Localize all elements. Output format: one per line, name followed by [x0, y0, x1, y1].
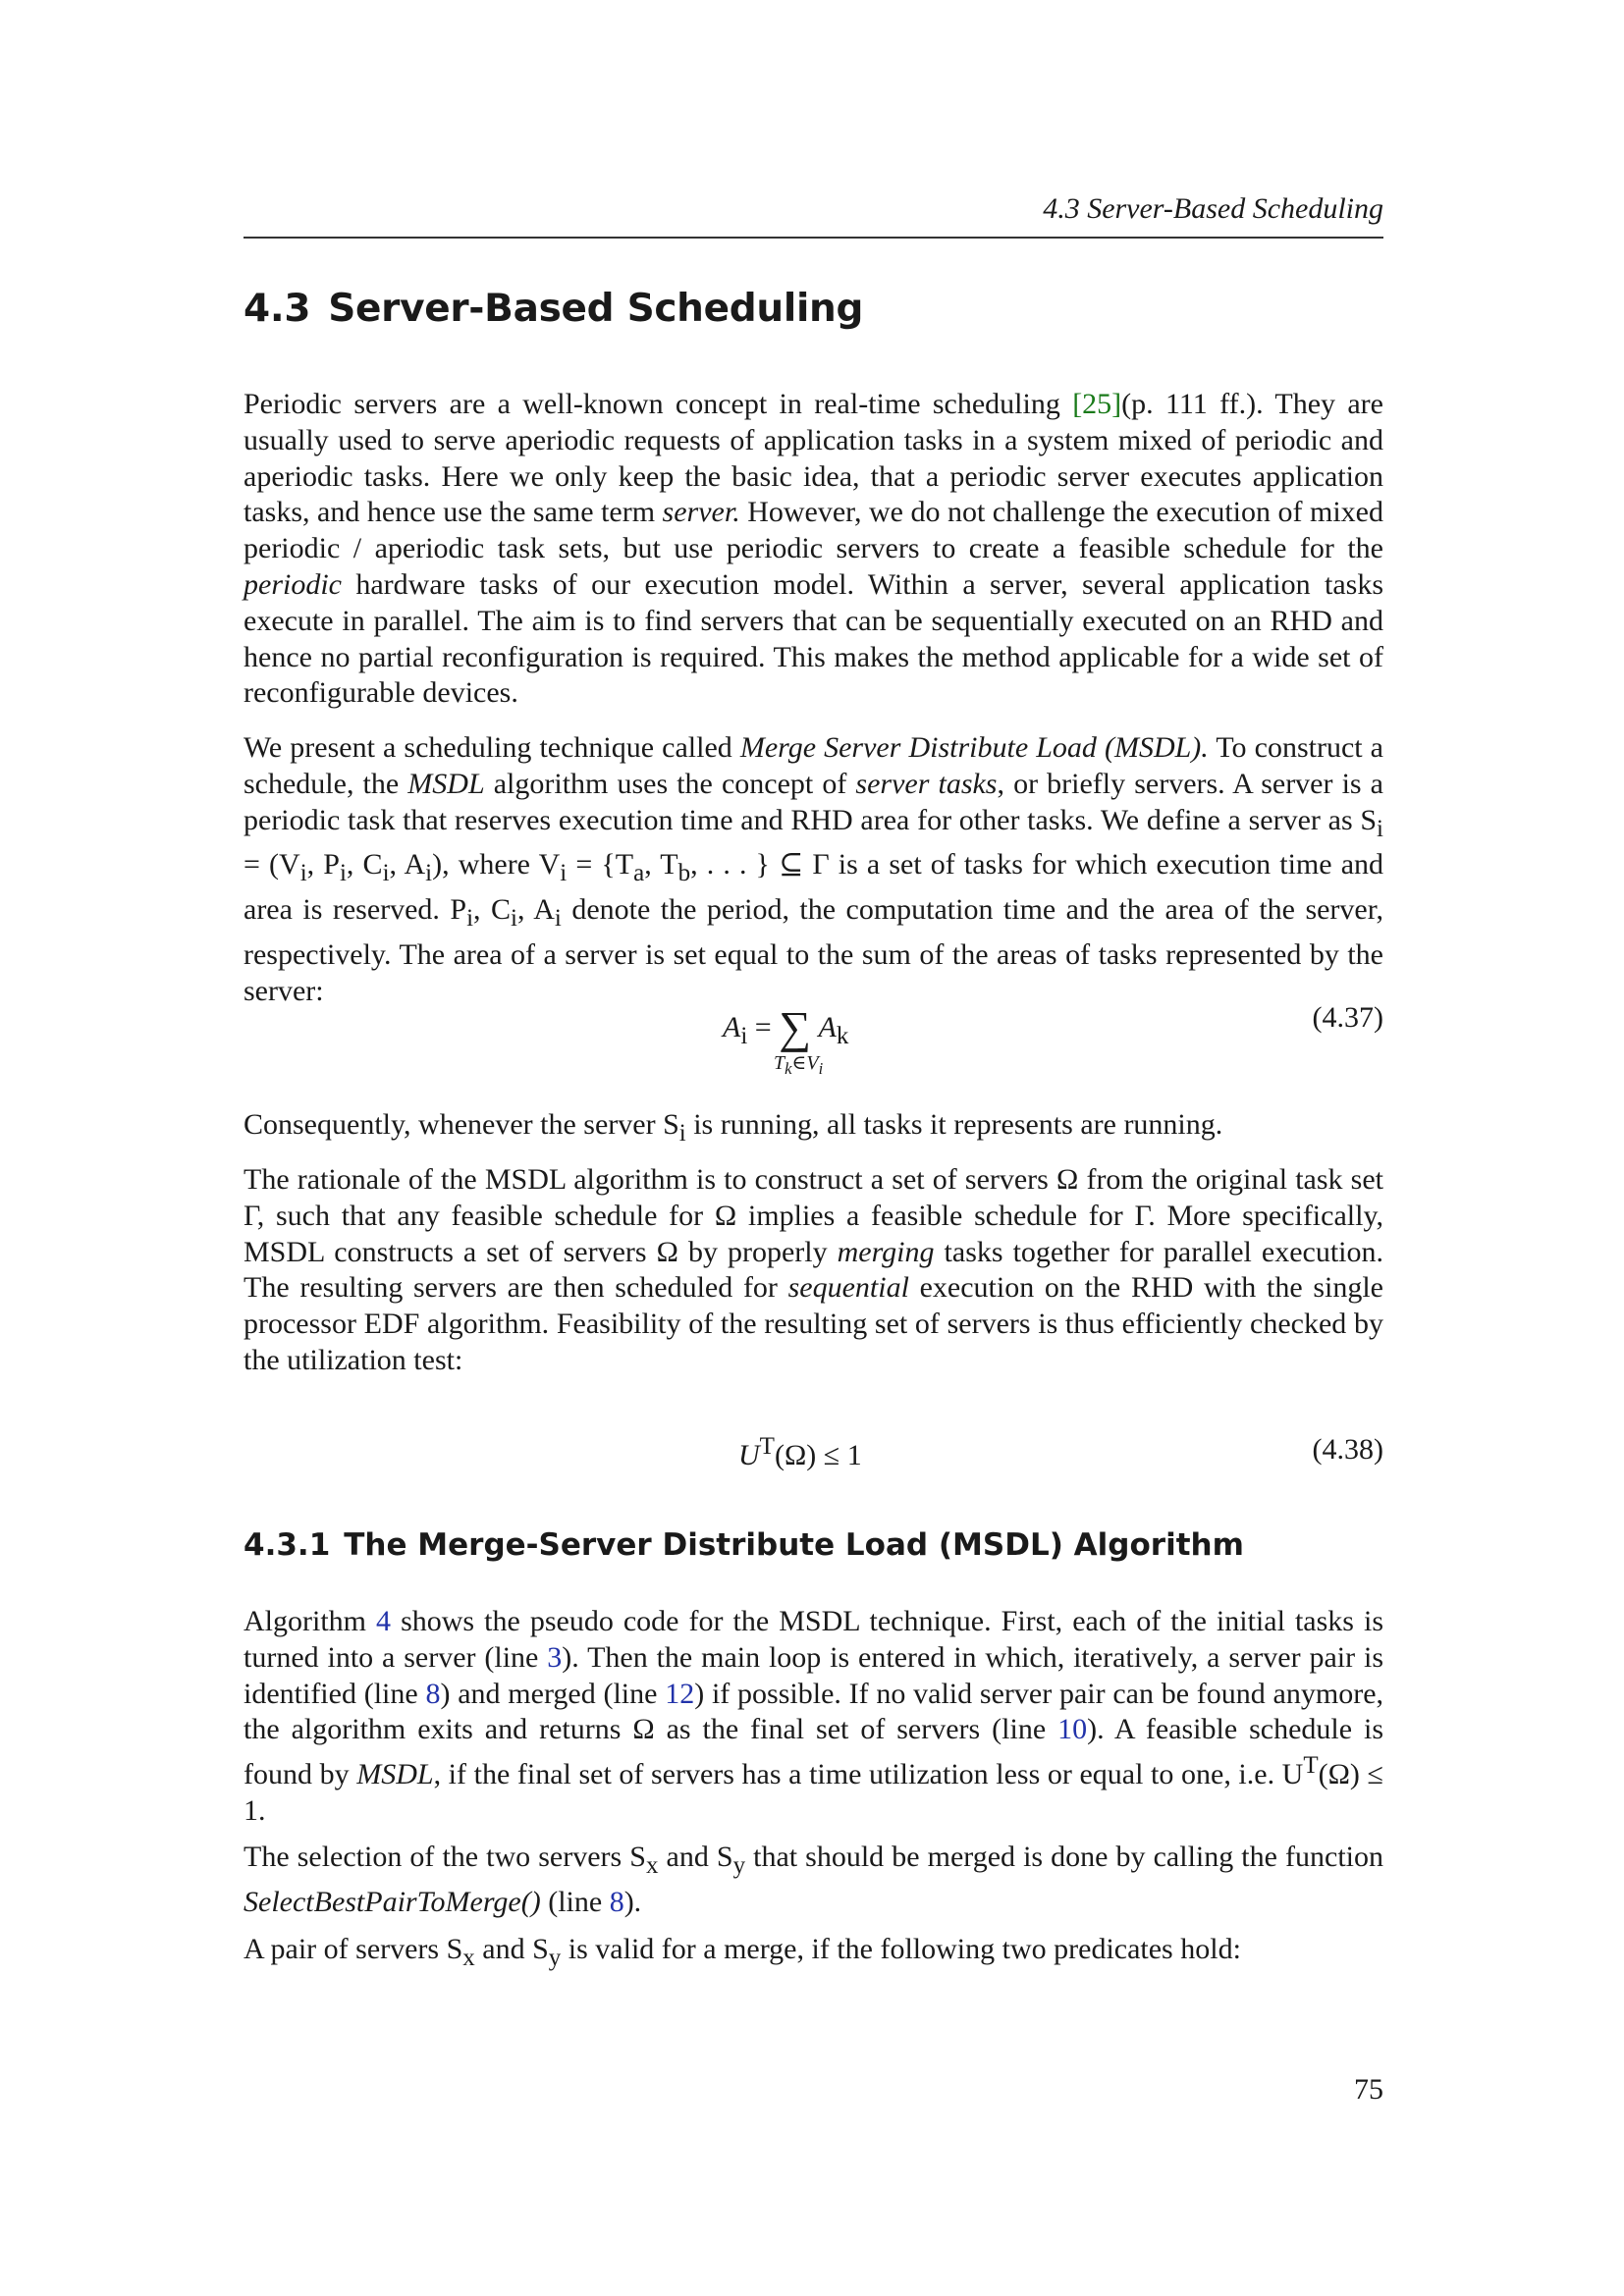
- text: , C: [346, 848, 383, 881]
- text: Algorithm: [244, 1605, 377, 1637]
- text: and S: [474, 1933, 549, 1965]
- math-superscript: T: [1303, 1752, 1319, 1780]
- line-ref-link[interactable]: 8: [425, 1677, 441, 1710]
- text: shows the pseudo code for the MSDL technique. First, each of the initial tasks is turned into a server (line: [244, 1605, 1383, 1674]
- math-subscript: b: [677, 860, 691, 887]
- text: execution on the RHD with the single processor EDF algorithm. Feasibility of the resulting set of servers is thus efficiently checked by the utilization test:: [244, 1271, 1383, 1376]
- math-subscript: i: [560, 860, 568, 887]
- text: is running, all tasks it represents are running.: [685, 1108, 1223, 1141]
- header-rule: [244, 237, 1383, 239]
- text: ).: [623, 1885, 642, 1918]
- math-subscript: i: [1377, 815, 1383, 842]
- equation-number: (4.37): [1312, 1001, 1383, 1034]
- text: (p. 111 ff.). They are usually used to serve aperiodic requests of application tasks in a system mixed of periodic and aperiodic tasks. Here we only keep the basic idea, that a periodic server executes application tasks, and hence use the same term: [244, 388, 1383, 529]
- text: To construct a schedule, the: [244, 731, 1383, 800]
- text: = {T: [567, 848, 634, 881]
- text: , T: [644, 848, 678, 881]
- paragraph-2: [244, 730, 1383, 1010]
- emphasis: SelectBestPairToMerge(): [244, 1885, 541, 1918]
- citation-link[interactable]: [25]: [1072, 388, 1122, 420]
- equation-4-37: [244, 997, 1383, 1078]
- text: , . . . } ⊆ Γ is a set of tasks for which execution time and area is reserved. P: [244, 848, 1384, 927]
- algorithm-ref-link[interactable]: 4: [376, 1605, 392, 1637]
- math-subscript: i: [740, 1023, 748, 1049]
- math-expression: (Ω) ≤ 1: [774, 1439, 862, 1471]
- text: However, we do not challenge the execution of mixed periodic / aperiodic task sets, but use periodic servers to create a feasible schedule for the: [244, 496, 1383, 565]
- text: hardware tasks of our execution model. Within a server, several application tasks execute in parallel. The aim is to find servers that can be sequentially executed on an RHD and hence no partial reconfiguration is required. This makes the method applicable for a wide set of reconfigurable devices.: [244, 567, 1383, 710]
- emphasis: MSDL: [407, 767, 485, 800]
- section-title: [244, 287, 863, 331]
- math-symbol: U: [738, 1439, 760, 1471]
- text: ). A feasible schedule is found by: [244, 1713, 1384, 1791]
- subsection-number: 4.3.1: [244, 1527, 331, 1563]
- text: , or briefly servers. A server is a periodic task that reserves execution time and RHD area for other tasks. We define a server as S: [244, 767, 1383, 836]
- text: Consequently, whenever the server S: [244, 1108, 679, 1141]
- emphasis: merging: [837, 1235, 935, 1268]
- math-subscript: y: [732, 1852, 746, 1879]
- text: tasks together for parallel execution. The resulting servers are then scheduled for: [244, 1235, 1383, 1305]
- sum-index: [774, 1050, 823, 1079]
- math-subscript: i: [678, 1120, 686, 1147]
- equation-number: (4.38): [1312, 1433, 1383, 1466]
- text: Periodic servers are a well-known concept in real-time scheduling: [244, 388, 1073, 420]
- paragraph-5: [244, 1604, 1383, 1830]
- text: We present a scheduling technique called: [244, 731, 740, 764]
- math-subscript: i: [425, 860, 433, 887]
- section-number: 4.3: [244, 287, 311, 331]
- text: ) if possible. If no valid server pair can be found anymore, the algorithm exits and returns Ω as the final set of servers (line: [244, 1677, 1384, 1746]
- text: The rationale of the MSDL algorithm is to construct a set of servers Ω from the original task set Γ, such that any feasible schedule for Ω implies a feasible schedule for Γ. More specifically, MSDL constructs a set of servers Ω by properly: [244, 1163, 1383, 1268]
- subsection-title: [244, 1527, 1244, 1563]
- text: and S: [658, 1841, 733, 1873]
- text: (line: [540, 1885, 610, 1918]
- math-subscript: i: [382, 860, 390, 887]
- page-number: 75: [1354, 2073, 1383, 2106]
- equation-body: [738, 1433, 862, 1472]
- math-subscript: y: [548, 1945, 562, 1971]
- math-subscript: i: [554, 905, 562, 933]
- math-symbol: T: [774, 1052, 785, 1074]
- line-ref-link[interactable]: 12: [665, 1677, 695, 1710]
- text: ), where V: [432, 848, 561, 881]
- text: A pair of servers S: [244, 1933, 463, 1965]
- math-subscript: x: [645, 1852, 659, 1879]
- text: ) and merged (line: [440, 1677, 666, 1710]
- running-header: 4.3 Server-Based Scheduling: [1043, 192, 1383, 225]
- paragraph-3: [244, 1107, 1383, 1152]
- subsection-title-text: The Merge-Server Distribute Load (MSDL) Algorithm: [344, 1527, 1244, 1563]
- emphasis: periodic: [244, 567, 342, 601]
- math-symbol: A: [818, 1011, 837, 1043]
- math-subscript: k: [836, 1023, 849, 1049]
- math-superscript: T: [759, 1433, 775, 1460]
- text: , P: [306, 848, 340, 881]
- math-subscript: x: [462, 1945, 475, 1971]
- line-ref-link[interactable]: 3: [547, 1640, 563, 1674]
- emphasis: MSDL: [356, 1758, 434, 1791]
- text: = (V: [244, 848, 300, 881]
- text: , C: [473, 893, 511, 927]
- text: (Ω) ≤ 1.: [244, 1758, 1383, 1827]
- text: denote the period, the computation time and the area of the server, respectively. The area of a server is set equal to the sum of the areas of tasks represented by the server:: [244, 893, 1384, 1007]
- emphasis: sequential: [787, 1271, 909, 1305]
- math-symbol: A: [723, 1011, 741, 1043]
- math-subscript: i: [511, 905, 517, 933]
- sum-symbol: ∑: [779, 1002, 811, 1052]
- equation-4-38: [244, 1429, 1383, 1488]
- math-symbol: ∈V: [791, 1052, 819, 1074]
- text: algorithm uses the concept of: [484, 767, 856, 800]
- text: ). Then the main loop is entered in which, iteratively, a server pair is identified (line: [244, 1640, 1383, 1710]
- text: is valid for a merge, if the following two predicates hold:: [561, 1933, 1241, 1965]
- math-subscript: i: [339, 860, 347, 887]
- section-title-text: Server-Based Scheduling: [328, 287, 864, 331]
- math-subscript: k: [785, 1059, 792, 1078]
- math-subscript: i: [818, 1059, 824, 1078]
- math-subscript: i: [299, 860, 307, 887]
- math-subscript: a: [633, 860, 645, 887]
- text: , A: [516, 893, 555, 927]
- text: The selection of the two servers S: [244, 1841, 646, 1873]
- paragraph-4: [244, 1162, 1383, 1379]
- paragraph-6: [244, 1840, 1383, 1921]
- equation-body: [723, 1001, 848, 1053]
- emphasis: server tasks: [855, 767, 998, 800]
- line-ref-link[interactable]: 10: [1057, 1713, 1088, 1746]
- line-ref-link[interactable]: 8: [609, 1885, 624, 1918]
- emphasis: Merge Server Distribute Load (MSDL).: [739, 731, 1209, 764]
- text: , if the final set of servers has a time utilization less or equal to one, i.e. U: [433, 1758, 1304, 1791]
- math-subscript: i: [466, 905, 474, 933]
- paragraph-7: [244, 1932, 1383, 1977]
- text: , A: [389, 848, 426, 881]
- math-operator: =: [747, 1011, 780, 1043]
- emphasis: server.: [662, 496, 740, 529]
- text: that should be merged is done by calling the function: [745, 1841, 1383, 1873]
- paragraph-1: [244, 387, 1383, 712]
